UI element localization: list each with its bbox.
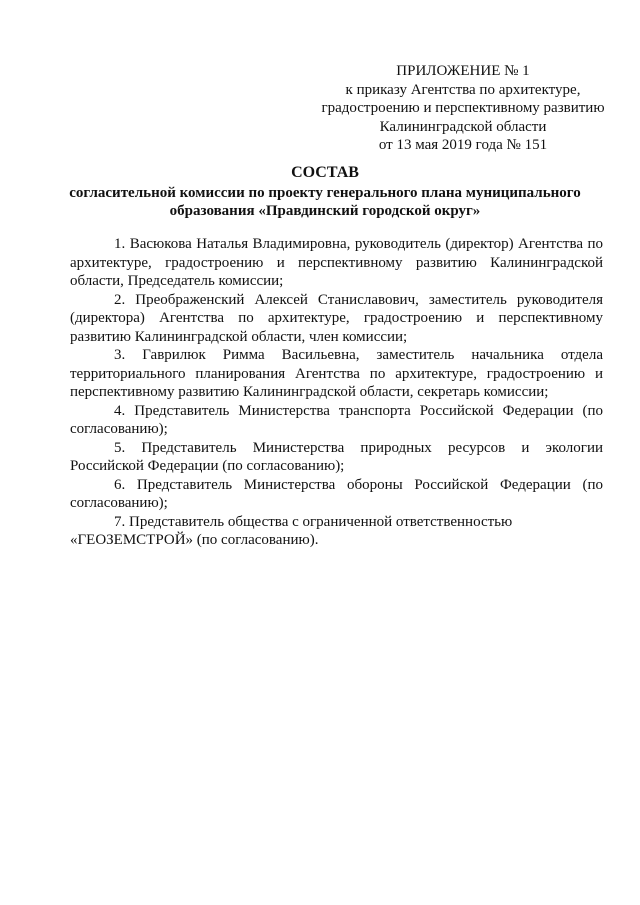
appendix-agency-line: градостроению и перспективному развитию: [321, 100, 605, 116]
commission-members-list: [70, 235, 603, 550]
member-item-4: 4. Представитель Министерства транспорта Российской Федерации (по согласованию);: [70, 402, 603, 437]
subtitle-line-2: образования «Правдинский городской округ»: [169, 203, 481, 219]
member-item-6: 6. Представитель Министерства обороны Российской Федерации (по согласованию);: [70, 476, 603, 511]
appendix-order-line: к приказу Агентства по архитектуре,: [345, 81, 581, 98]
appendix-region-line: Калининградской области: [379, 118, 547, 135]
member-item-2: 2. Преображенский Алексей Станиславович, заместитель руководителя (директора) Агентства по архитектуре, градостроению и перспективному развитию Калининградской области, член комиссии;: [70, 291, 603, 345]
member-item-3: 3. Гаврилюк Римма Васильевна, заместитель начальника отдела территориального планирования Агентства по архитектуре, градостроению и перспективному развитию Калининградской области, секретарь комиссии;: [70, 347, 603, 400]
appendix-date-line: от 13 мая 2019 года № 151: [378, 137, 548, 153]
member-item-5: 5. Представитель Министерства природных ресурсов и экологии Российской Федерации (по согласованию);: [70, 439, 603, 474]
subtitle-line-1: согласительной комиссии по проекту генерального плана муниципального: [69, 185, 581, 201]
member-item-1: 1. Васюкова Наталья Владимировна, руководитель (директор) Агентства по архитектуре, градостроению и перспективному развитию Калининградской области, Председатель комиссии;: [70, 236, 603, 289]
appendix-number: ПРИЛОЖЕНИЕ № 1: [396, 63, 530, 79]
member-item-7: 7. Представитель общества с ограниченной ответственностью «ГЕОЗЕМСТРОЙ» (по согласованию).: [70, 513, 513, 548]
document-subtitle: [60, 184, 590, 220]
document-title: СОСТАВ: [291, 164, 359, 181]
appendix-header: [318, 62, 608, 155]
